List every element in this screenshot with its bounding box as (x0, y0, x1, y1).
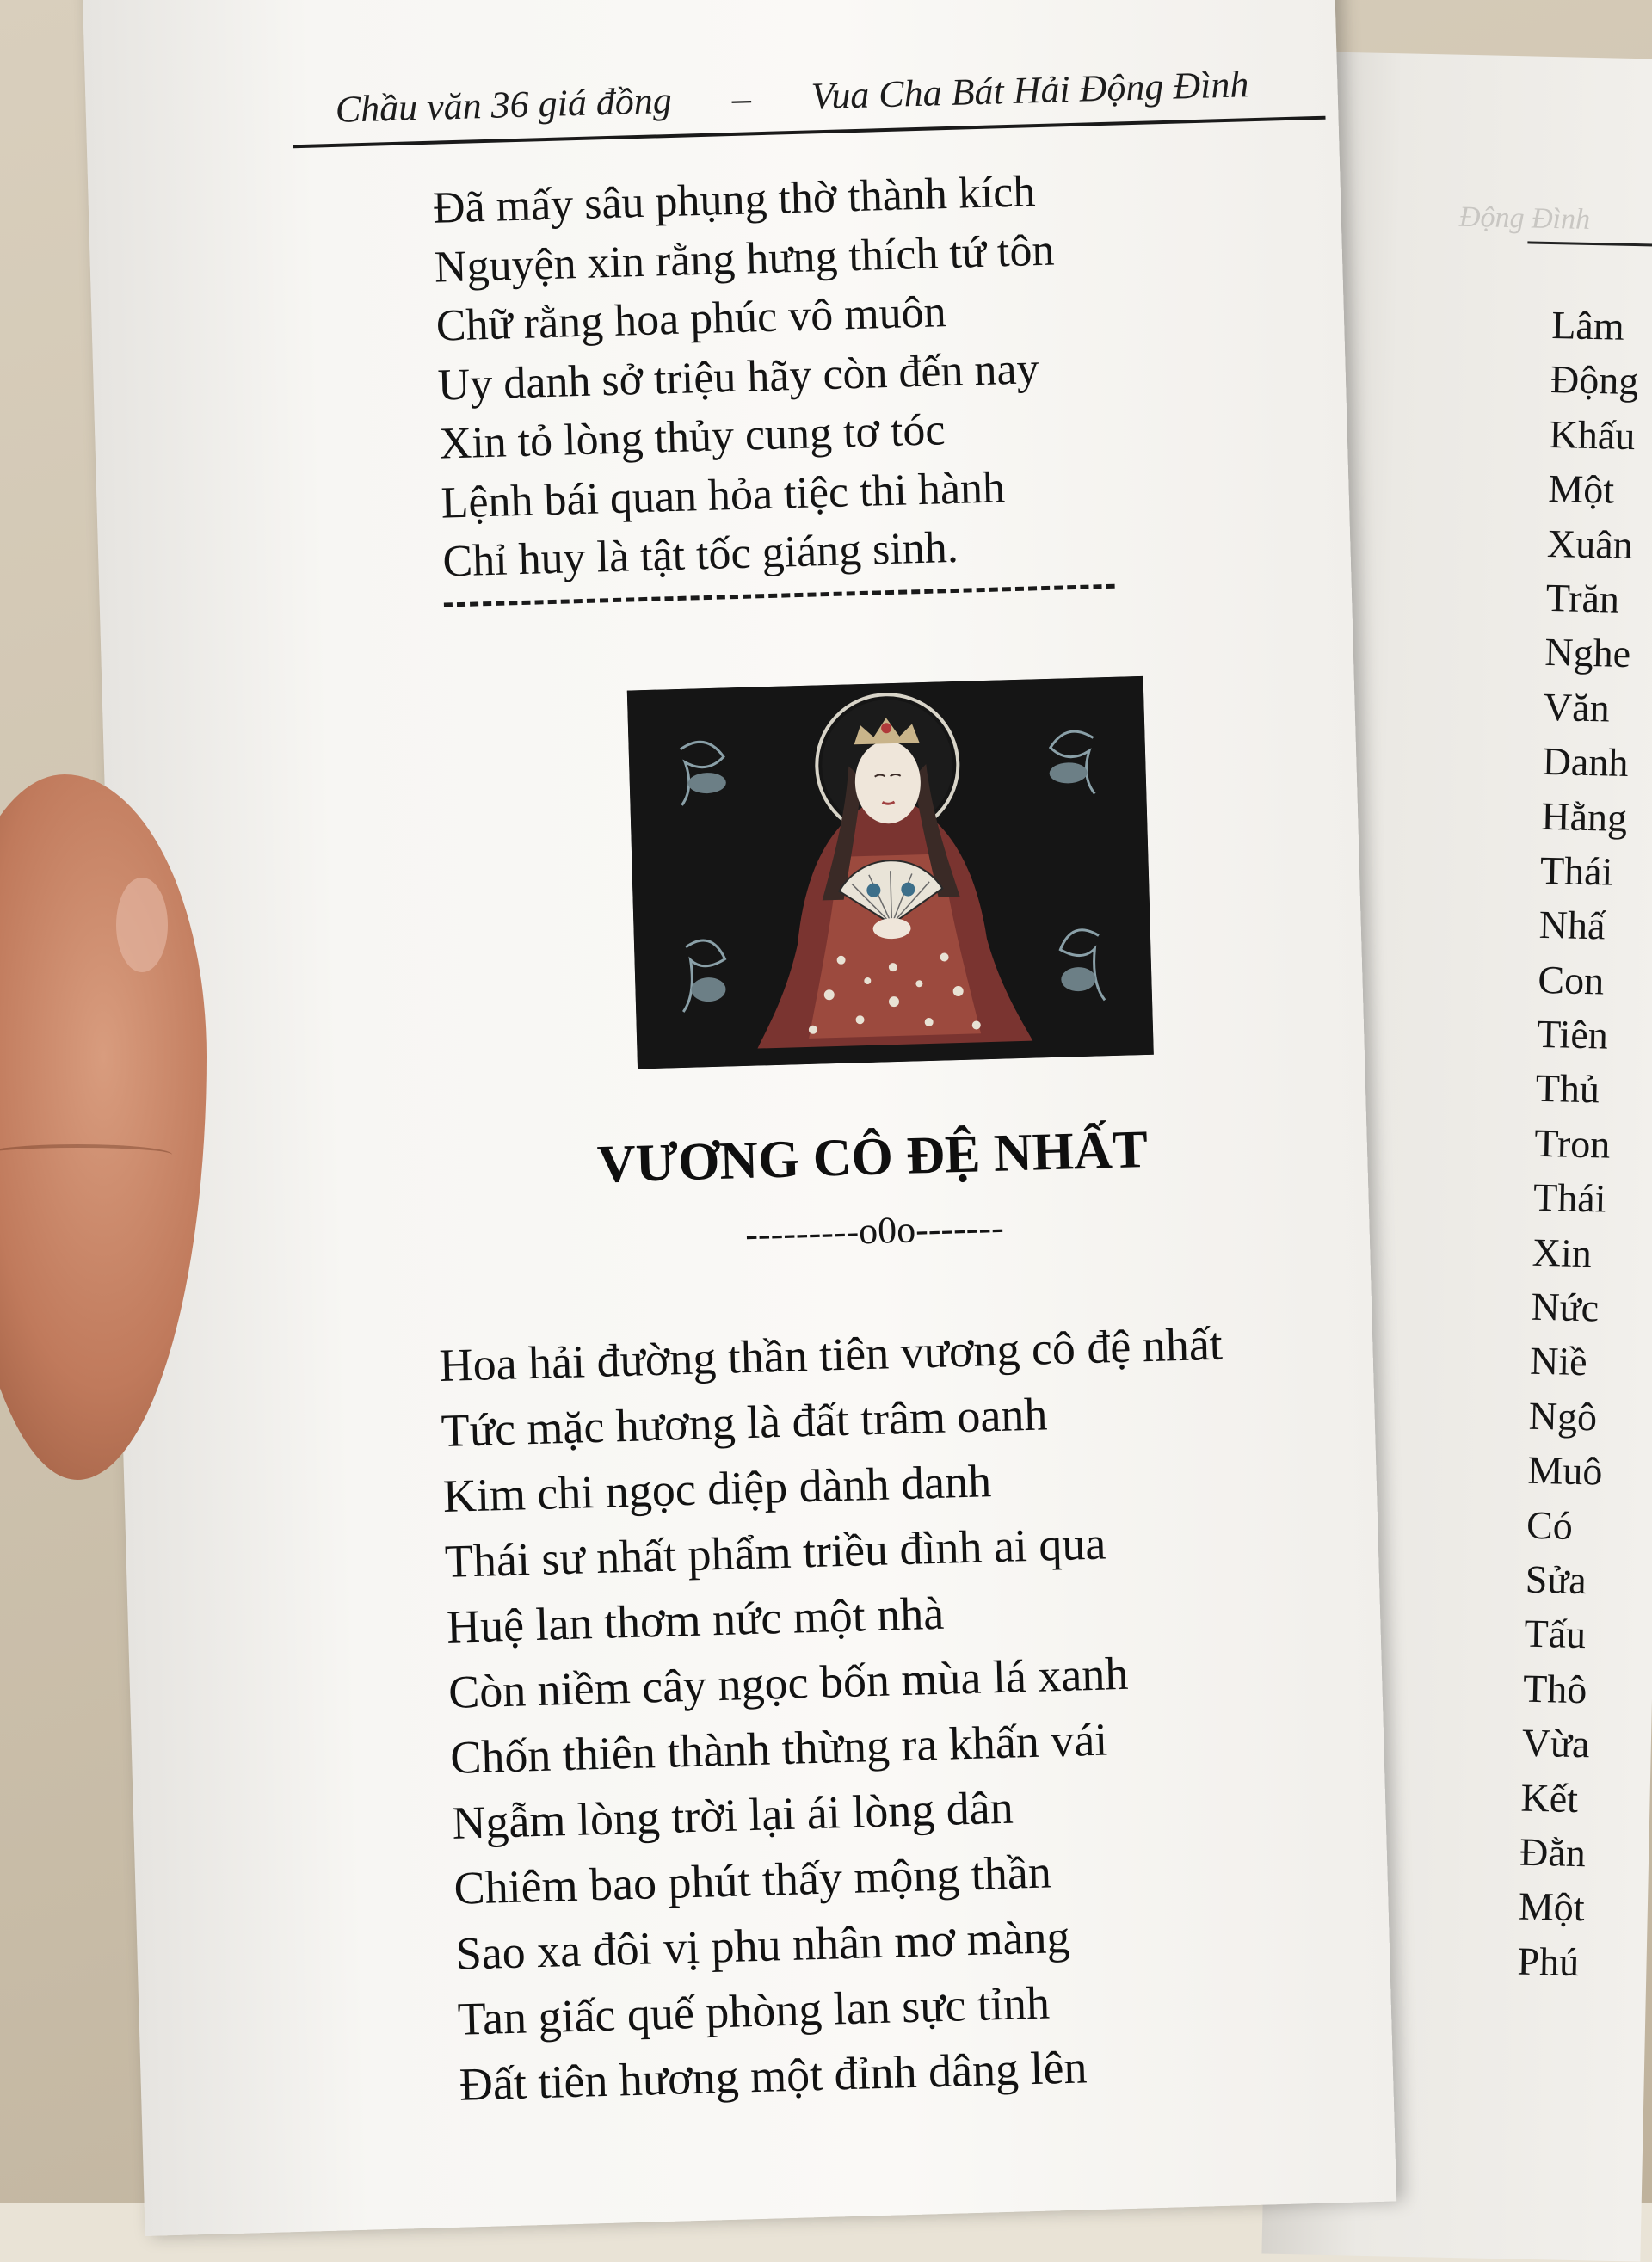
right-page-line: Tron (1533, 1120, 1611, 1167)
right-page-line: Lâm (1550, 303, 1625, 348)
header-separator: – (731, 77, 752, 120)
right-page-line: Tiên (1536, 1011, 1609, 1057)
poem-line: Kim chi ngọc diệp dành danh (441, 1455, 992, 1522)
right-page-line: Muô (1527, 1447, 1603, 1494)
poem-line: Hoa hải đường thần tiên vương cô đệ nhất (438, 1317, 1224, 1392)
poem-line: Tức mặc hương là đất trâm oanh (440, 1388, 1049, 1457)
right-page-line: Thủ (1535, 1066, 1600, 1112)
right-page-text (1517, 298, 1640, 1990)
deity-illustration (627, 676, 1154, 1069)
right-page-line: Thô (1522, 1666, 1587, 1711)
verse-line: Nguyện xin rằng hưng thích tứ tôn (434, 225, 1056, 293)
verse-line: Xin tỏ lòng thủy cung tơ tóc (438, 405, 946, 469)
poem-block (439, 1311, 1244, 2117)
verse-line: Chữ rằng hoa phúc vô muôn (435, 287, 947, 351)
header-left-title: Chầu văn 36 giá đồng (335, 78, 673, 131)
right-page-line: Phú (1517, 1938, 1580, 1984)
header-right-title: Vua Cha Bát Hải Động Đình (810, 63, 1250, 118)
right-page-line: Xin (1532, 1230, 1593, 1275)
poem-line: Tan giấc quế phòng lan sực tỉnh (456, 1976, 1051, 2045)
right-page-line: Có (1526, 1502, 1574, 1548)
knuckle-crease (0, 1144, 172, 1165)
section-subtitle: ---------o0o------- (744, 1205, 1005, 1256)
right-page-line: Một (1518, 1883, 1586, 1930)
verse-line: Chỉ huy là tật tốc giáng sinh. (441, 522, 959, 587)
poem-line: Ngẫm lòng trời lại ái lòng dân (451, 1781, 1014, 1849)
right-page-line: Khấu (1549, 411, 1636, 458)
right-page-line: Động (1550, 357, 1639, 404)
right-page-line: Đằn (1519, 1829, 1587, 1876)
poem-line: Sao xa đôi vị phu nhân mơ màng (454, 1910, 1071, 1980)
left-book-page (82, 0, 1396, 2236)
right-page-line: Xuân (1546, 521, 1634, 567)
right-page-header: Động Đình (1458, 200, 1591, 236)
poem-line: Còn niềm cây ngọc bốn mùa lá xanh (447, 1647, 1130, 1718)
right-page-line: Ngô (1528, 1393, 1598, 1439)
right-page-line: Tấu (1524, 1612, 1587, 1657)
deity-illustration-svg (627, 676, 1154, 1069)
right-page-line: Một (1547, 466, 1615, 512)
verse-line: Lệnh bái quan hỏa tiệc thi hành (440, 462, 1006, 528)
right-page-line: Hằng (1540, 793, 1628, 840)
right-page-line: Vừa (1521, 1720, 1590, 1766)
poem-line: Huệ lan thơm nức một nhà (446, 1587, 945, 1653)
right-page-line: Sửa (1525, 1556, 1587, 1603)
right-page-line: Thái (1539, 847, 1613, 894)
right-page-line: Niề (1529, 1339, 1588, 1384)
poem-line: Đất tiên hương một đỉnh dâng lên (459, 2041, 1088, 2111)
right-page-line: Nghe (1544, 630, 1631, 676)
section-title: VƯƠNG CÔ ĐỆ NHẤT (596, 1119, 1149, 1194)
poem-line: Thái sư nhất phẩm triều đình ai qua (444, 1517, 1107, 1587)
verse-line: Đã mấy sâu phụng thờ thành kích (432, 167, 1037, 233)
poem-line: Chiêm bao phút thấy mộng thần (453, 1846, 1052, 1914)
verse-line: Uy danh sở triệu hãy còn đến nay (436, 343, 1040, 410)
right-page-line: Thái (1532, 1175, 1606, 1221)
right-page-line: Văn (1543, 684, 1611, 730)
right-page-header-rule (1527, 241, 1652, 247)
poem-line: Chốn thiên thành thừng ra khấn vái (449, 1713, 1108, 1784)
verse-block (432, 163, 1063, 592)
right-page-line: Nức (1530, 1284, 1600, 1330)
right-page-line: Kết (1520, 1775, 1579, 1821)
right-page-line: Nhấ (1538, 903, 1606, 948)
right-page-line: Trăn (1545, 575, 1620, 621)
right-page-line: Con (1537, 957, 1605, 1003)
right-page-line: Danh (1542, 739, 1629, 786)
thumbnail (116, 878, 168, 972)
